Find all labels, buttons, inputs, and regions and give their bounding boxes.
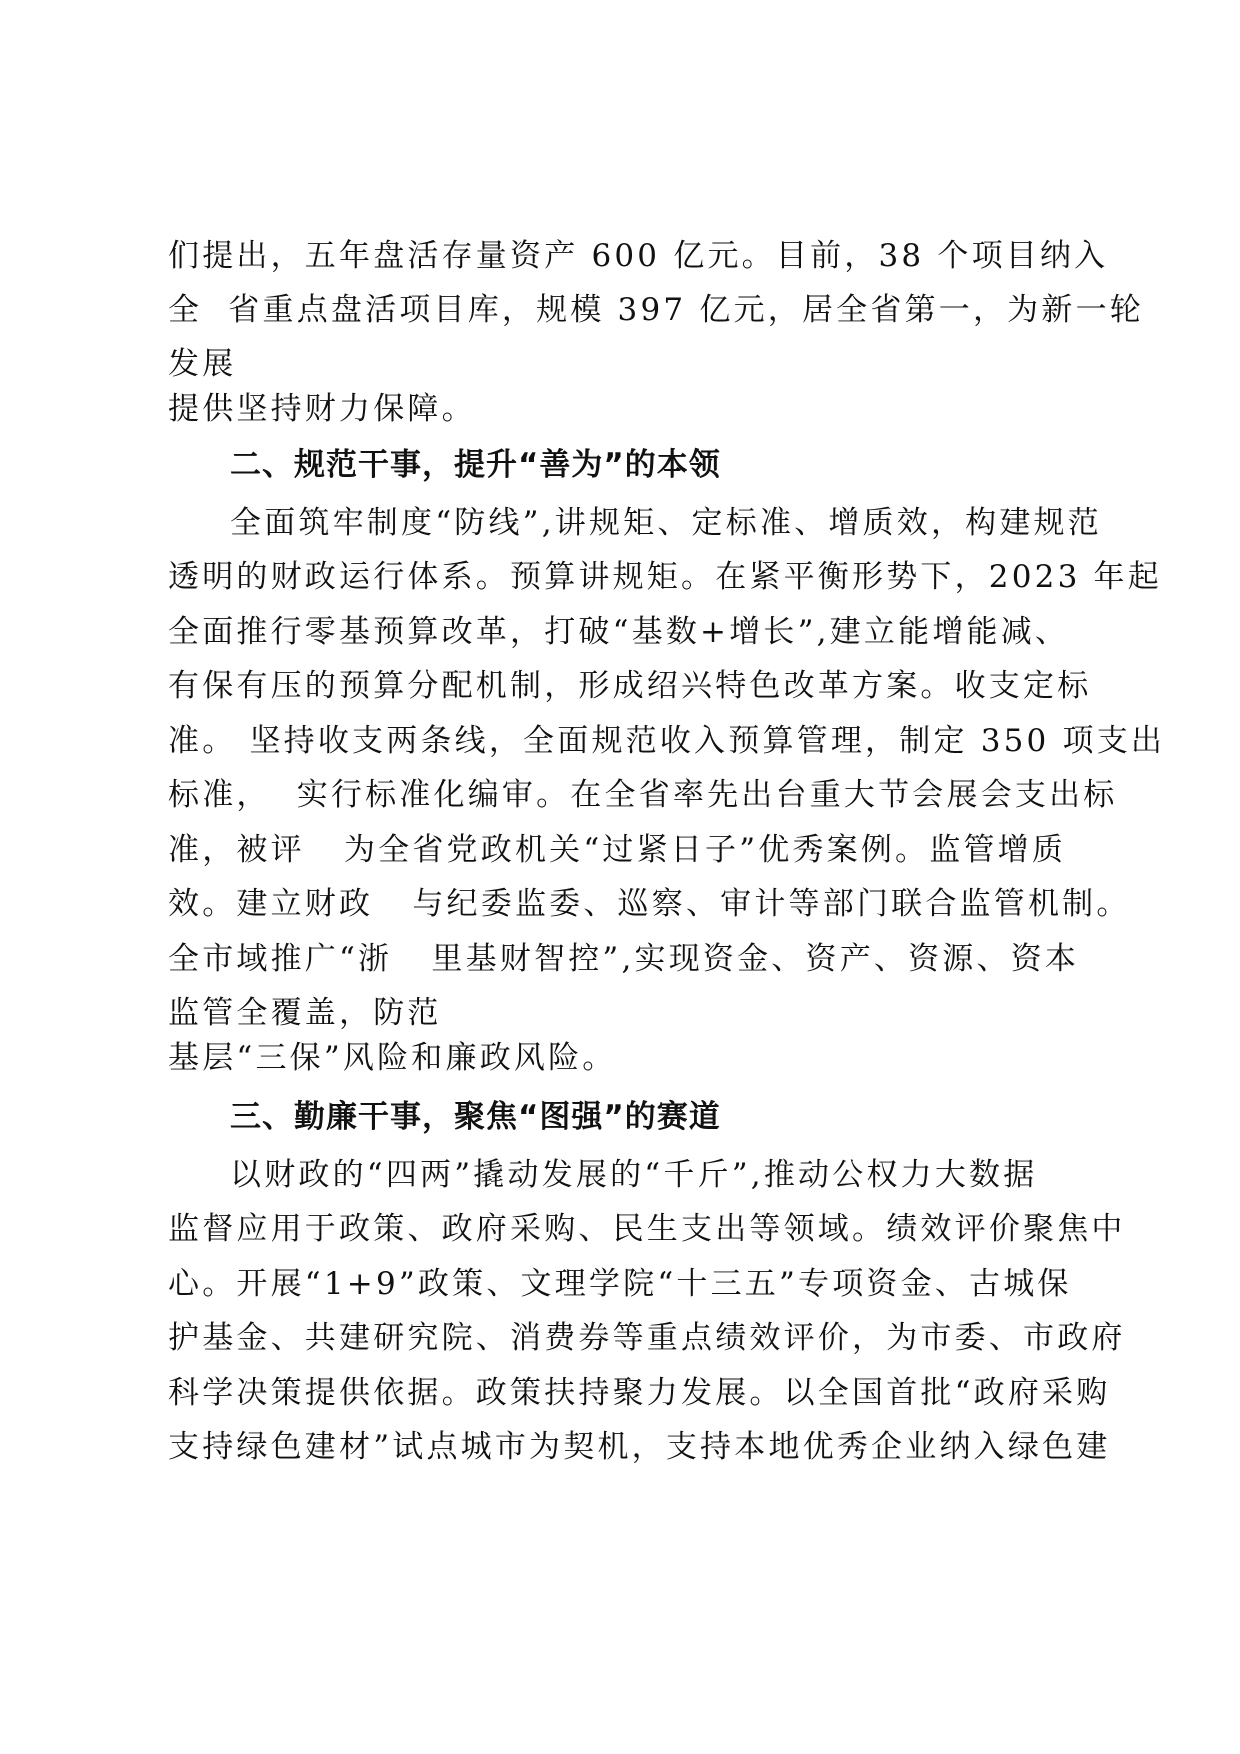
body-line: 科学决策提供依据。政策扶持聚力发展。以全国首批“政府采购	[168, 1375, 1111, 1411]
paragraph-first-line: 以财政的“四两”撬动发展的“千斤”,推动公权力大数据	[230, 1157, 1038, 1193]
body-line: 们提出，五年盘活存量资产 600 亿元。目前，38 个项目纳入	[168, 238, 1109, 274]
body-line: 基层“三保”风险和廉政风险。	[168, 1040, 617, 1076]
body-line: 心。开展“1+9”政策、文理学院“十三五”专项资金、古城保	[168, 1266, 1072, 1302]
body-line: 支持绿色建材”试点城市为契机，支持本地优秀企业纳入绿色建	[168, 1429, 1111, 1465]
body-line: 全面推行零基预算改革，打破“基数+增长”,建立能增能减、	[168, 614, 1070, 650]
body-line: 提供坚持财力保障。	[168, 391, 476, 427]
body-line: 护基金、共建研究院、消费券等重点绩效评价，为市委、市政府	[168, 1320, 1126, 1356]
body-line: 透明的财政运行体系。预算讲规矩。在紧平衡形势下，2023 年起	[168, 559, 1162, 595]
body-line: 有保有压的预算分配机制，形成绍兴特色改革方案。收支定标	[168, 668, 1092, 704]
body-line: 全市域推广“浙 里基财智控”,实现资金、资产、资源、资本	[168, 941, 1080, 977]
section-heading-2: 二、规范干事，提升“善为”的本领	[230, 447, 721, 483]
body-line: 准。 坚持收支两条线，全面规范收入预算管理，制定 350 项支出	[168, 723, 1166, 759]
body-line: 监督应用于政策、政府采购、民生支出等领域。绩效评价聚焦中	[168, 1211, 1126, 1247]
body-line: 效。建立财政 与纪委监委、巡察、审计等部门联合监管机制。	[168, 886, 1131, 922]
body-line: 准，被评 为全省党政机关“过紧日子”优秀案例。监管增质	[168, 832, 1067, 868]
paragraph-first-line: 全面筑牢制度“防线”,讲规矩、定标准、增质效，构建规范	[230, 505, 1102, 541]
body-line: 全 省重点盘活项目库，规模 397 亿元，居全省第一，为新一轮	[168, 292, 1144, 328]
section-heading-3: 三、勤廉干事，聚焦“图强”的赛道	[230, 1099, 721, 1135]
body-line: 标准， 实行标准化编审。在全省率先出台重大节会展会支出标	[168, 777, 1118, 813]
body-line: 监管全覆盖，防范	[168, 995, 442, 1031]
body-line: 发展	[168, 346, 237, 382]
